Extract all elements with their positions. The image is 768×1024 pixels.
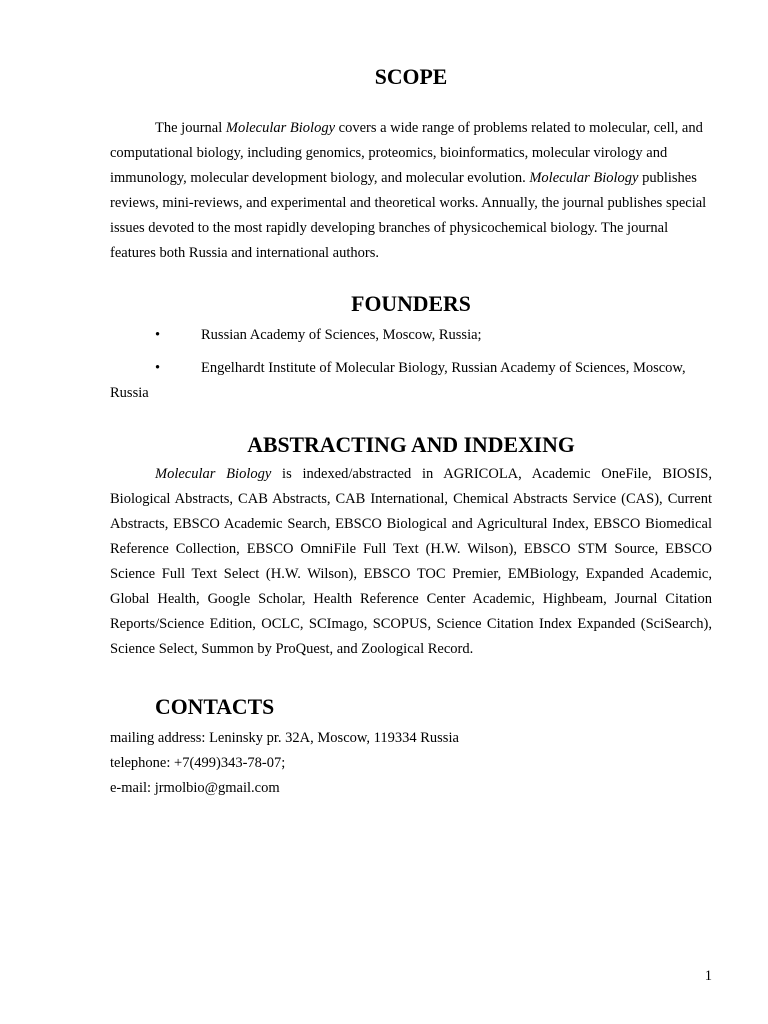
scope-text-middle: covers a wide range of problems related to molecular, cell, and computational biology, including genomics, proteomics, bioinformatics, molecular virology and immunology, molecular development biology, and molecular evolution. bbox=[110, 120, 703, 186]
indexing-paragraph bbox=[110, 462, 712, 662]
scope-text-start: The journal bbox=[155, 120, 226, 136]
journal-name: Molecular Biology bbox=[225, 120, 336, 136]
journal-name-3: Molecular Biology bbox=[155, 466, 272, 482]
scope-heading: SCOPE bbox=[374, 65, 448, 89]
founders-list bbox=[110, 323, 712, 406]
founders-heading: FOUNDERS bbox=[351, 292, 471, 316]
indexing-text: is indexed/abstracted in AGRICOLA, Academic OneFile, BIOSIS, Biological Abstracts, CAB Abstracts, CAB International, Chemical Abstracts Service (CAS), Current Abstracts, EBSCO Academic Search, EBSCO Biological and Agricultural Index, EBSCO Biomedical Reference Collection, EBSCO OmniFile Full Text (H.W. Wilson), EBSCO STM Source, EBSCO Science Full Text Select (H.W. Wilson), EBSCO TOC Premier, EMBiology, Expanded Academic, Global Health, Google Scholar, Health Reference Center Academic, Highbeam, Journal Citation Reports/Science Edition, OCLC, SCImago, SCOPUS, Science Citation Index Expanded (SciSearch), Science Select, Summon by ProQuest, and Zoological Record. bbox=[110, 466, 712, 657]
bullet-icon: • bbox=[155, 327, 161, 343]
founder-text: Engelhardt Institute of Molecular Biology, Russian Academy of Sciences, Moscow, Russia bbox=[110, 360, 686, 401]
founder-text: Russian Academy of Sciences, Moscow, Russia; bbox=[201, 327, 482, 343]
founder-item bbox=[110, 323, 712, 348]
mailing-address: mailing address: Leninsky pr. 32A, Moscow, 119334 Russia bbox=[110, 730, 459, 746]
indexing-heading: ABSTRACTING AND INDEXING bbox=[247, 433, 575, 457]
email[interactable]: e-mail: jrmolbio@gmail.com bbox=[110, 780, 280, 796]
page-number: 1 bbox=[704, 968, 712, 984]
contacts-heading: CONTACTS bbox=[155, 695, 275, 719]
telephone: telephone: +7(499)343-78-07; bbox=[110, 755, 286, 771]
page-content bbox=[110, 66, 712, 801]
scope-text-end: publishes reviews, mini-reviews, and experimental and theoretical works. Annually, the journal publishes special issues devoted to the most rapidly developing branches of physicochemical biology. The journal features both Russia and international authors. bbox=[110, 170, 707, 261]
journal-name-2: Molecular Biology bbox=[529, 170, 639, 186]
scope-paragraph bbox=[110, 116, 712, 266]
founder-item bbox=[110, 356, 712, 406]
bullet-icon: • bbox=[155, 360, 161, 376]
